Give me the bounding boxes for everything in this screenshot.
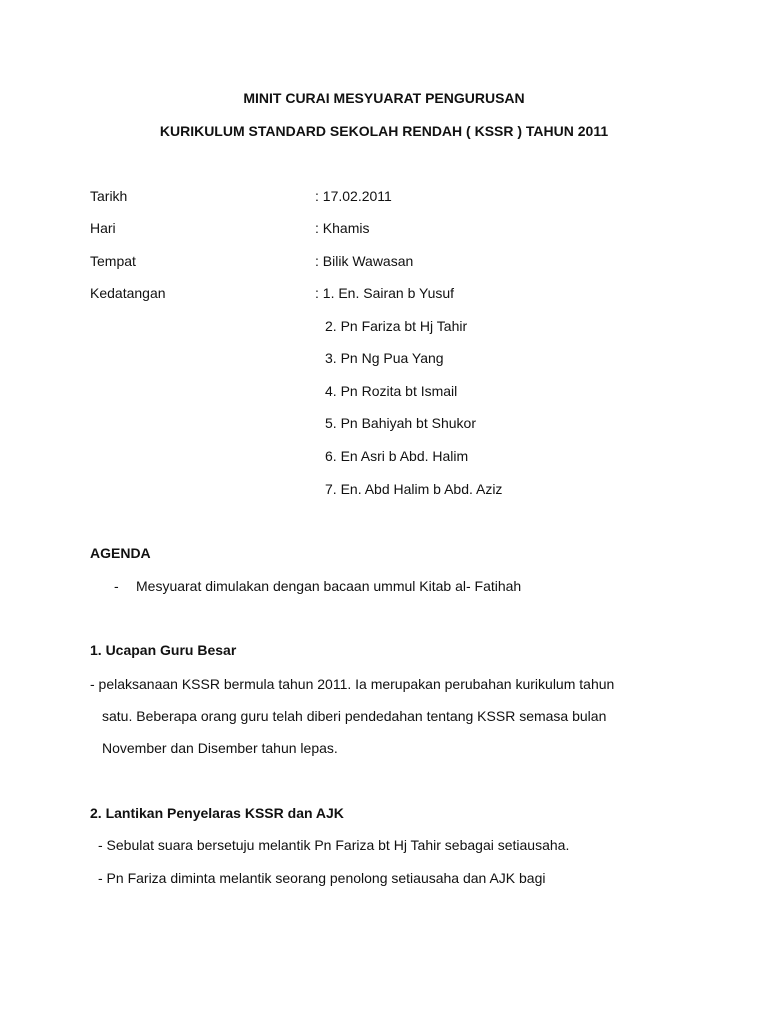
tarikh-label: Tarikh (90, 188, 128, 204)
tempat-value: : Bilik Wawasan (315, 253, 414, 269)
agenda-item: Mesyuarat dimulakan dengan bacaan ummul Kitab al- Fatihah (136, 578, 522, 594)
hari-value: : Khamis (315, 220, 370, 236)
section-1-line: November dan Disember tahun lepas. (102, 740, 338, 756)
attendee-item: 5. Pn Bahiyah bt Shukor (325, 415, 476, 431)
tempat-label: Tempat (90, 253, 136, 269)
agenda-heading: AGENDA (90, 545, 151, 561)
document-title-line-2: KURIKULUM STANDARD SEKOLAH RENDAH ( KSSR ) TAHUN 2011 (159, 123, 609, 139)
document-title-line-1: MINIT CURAI MESYUARAT PENGURUSAN (243, 90, 525, 106)
agenda-dash: - (114, 578, 119, 594)
section-2-heading: 2. Lantikan Penyelaras KSSR dan AJK (90, 805, 344, 821)
section-1-heading: 1. Ucapan Guru Besar (90, 642, 237, 658)
section-2-line: - Pn Fariza diminta melantik seorang penolong setiausaha dan AJK bagi (98, 870, 546, 886)
attendee-item: 3. Pn Ng Pua Yang (325, 350, 444, 366)
attendee-item: : 1. En. Sairan b Yusuf (315, 285, 455, 301)
attendee-item: 6. En Asri b Abd. Halim (325, 448, 469, 464)
attendee-item: 7. En. Abd Halim b Abd. Aziz (325, 481, 503, 497)
section-1-line: - pelaksanaan KSSR bermula tahun 2011. Ia merupakan perubahan kurikulum tahun (90, 676, 615, 692)
kedatangan-label: Kedatangan (90, 285, 166, 301)
section-1-line: satu. Beberapa orang guru telah diberi pendedahan tentang KSSR semasa bulan (102, 708, 607, 724)
hari-label: Hari (90, 220, 116, 236)
tarikh-value: : 17.02.2011 (315, 188, 392, 204)
attendee-item: 4. Pn Rozita bt Ismail (325, 383, 458, 399)
section-2-line: - Sebulat suara bersetuju melantik Pn Fariza bt Hj Tahir sebagai setiausaha. (98, 837, 570, 853)
attendee-item: 2. Pn Fariza bt Hj Tahir (325, 318, 468, 334)
